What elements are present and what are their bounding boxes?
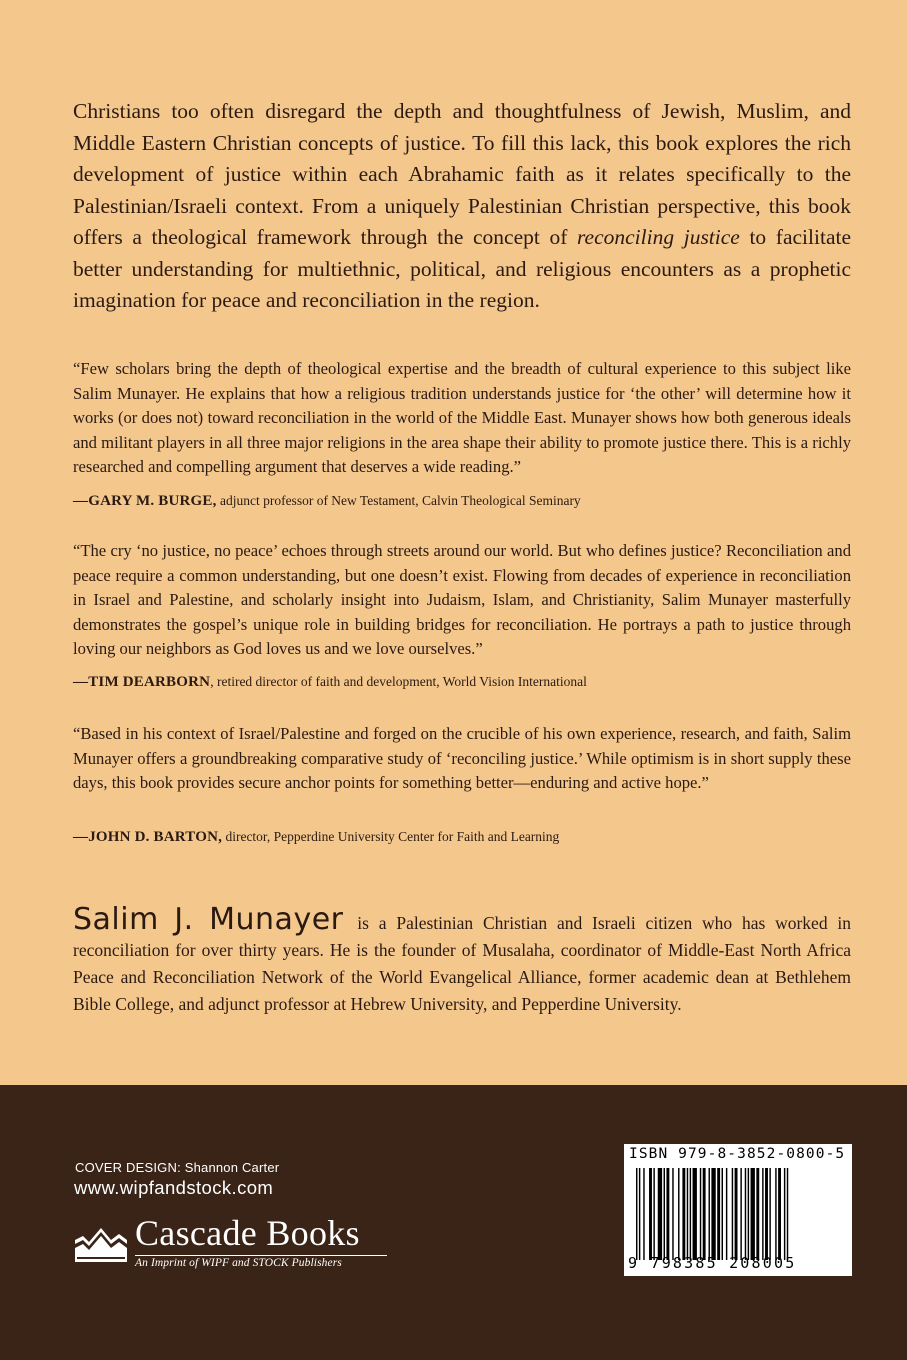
cover-design-credit: COVER DESIGN: Shannon Carter <box>75 1160 280 1175</box>
endorser-name-3: —JOHN D. BARTON, <box>73 829 223 845</box>
endorsement-attribution-2 <box>73 673 851 691</box>
endorsement-quote-1: “Few scholars bring the depth of theological expertise and the breadth of cultural experience to this subject like Salim Munayer. He explains that how a religious tradition understands justice for ‘the other’ will determine how it works (or does not) toward reconciliation in the world of the Middle East. Munayer shows how both generous ideals and militant players in all three major religions in the area shape their ability to promote justice there. This is a richly researched and compelling argument that deserves a wide reading.” <box>73 359 851 476</box>
endorser-name-1: —GARY M. BURGE, <box>73 493 217 509</box>
blurb-part-1: Christians too often disregard the depth and thoughtfulness of Jewish, Muslim, and Middle Eastern Christian concepts of justice. To fill this lack, this book explores the rich development of justice within each Abrahamic faith as it relates specifically to the Palestinian/Israeli context. From a uniquely Palestinian Christian perspective, this book offers a theological framework through the concept of <box>73 99 851 249</box>
author-name: Salim J. Munayer <box>73 902 344 937</box>
endorser-title-2: , retired director of faith and development, World Vision International <box>210 674 587 689</box>
publisher-name: Cascade Books <box>135 1213 360 1253</box>
book-blurb <box>73 96 851 317</box>
publisher-imprint: An Imprint of WIPF and STOCK Publishers <box>135 1257 342 1269</box>
endorser-title-3: director, Pepperdine University Center for Faith and Learning <box>222 829 560 844</box>
publisher-url: www.wipfandstock.com <box>74 1177 274 1198</box>
endorser-name-2: —TIM DEARBORN <box>73 674 211 690</box>
barcode-digits: 9 798385 208005 <box>628 1254 797 1272</box>
endorsement-attribution-3 <box>73 828 851 846</box>
publisher-divider <box>135 1255 387 1256</box>
endorser-title-1: adjunct professor of New Testament, Calvin Theological Seminary <box>216 493 581 508</box>
endorsement-quote-3: “Based in his context of Israel/Palestine and forged on the crucible of his own experience, research, and faith, Salim Munayer offers a groundbreaking comparative study of ‘reconciling justice.’ While optimism is in short supply these days, this book provides secure anchor points for something better—enduring and active hope.” <box>73 724 851 792</box>
blurb-emphasis: reconciling justice <box>576 225 740 249</box>
blurb-part-2: to facilitate better understanding for multiethnic, political, and religious encounters as a prophetic imagination for peace and reconciliation in the region. <box>73 225 851 312</box>
barcode-icon <box>636 1168 844 1260</box>
endorsement-quote-2: “The cry ‘no justice, no peace’ echoes through streets around our world. But who defines justice? Reconciliation and peace require a common understanding, but one doesn’t exist. Flowing from decades of experience in reconciliation in Israel and Palestine, and scholarly insight into Judaism, Islam, and Christianity, Salim Munayer masterfully demonstrates the gospel’s unique role in building bridges for reconciliation. He portrays a path to justice through loving our neighbors as God loves us and we love ourselves.” <box>73 541 851 658</box>
endorsement-attribution-1 <box>73 492 851 510</box>
author-bio-text: is a Palestinian Christian and Israeli citizen who has worked in reconciliation for over thirty years. He is the founder of Musalaha, coordinator of Middle-East North Africa Peace and Reconciliation Network of the World Evangelical Alliance, former academic dean at Bethlehem Bible College, and adjunct professor at Hebrew University, and Pepperdine University. <box>73 913 851 1014</box>
isbn-label: ISBN 979-8-3852-0800-5 <box>629 1146 846 1162</box>
mountain-logo-icon <box>73 1218 129 1268</box>
author-bio <box>73 902 851 1018</box>
